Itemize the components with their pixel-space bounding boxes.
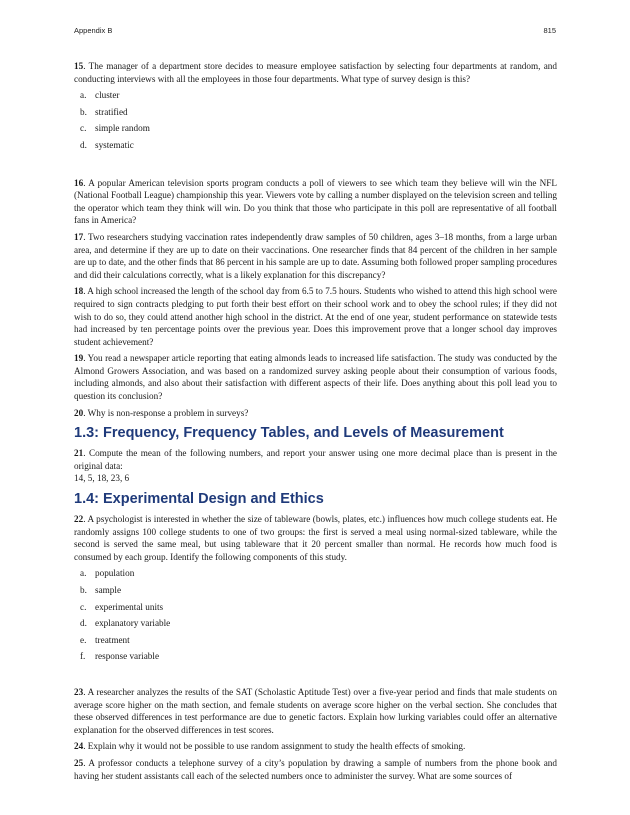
section-heading-1-4: 1.4: Experimental Design and Ethics [74,491,324,508]
question-number: 17 [74,231,84,242]
option-text: treatment [95,634,130,645]
option-letter: f. [80,651,86,662]
option-letter: a. [80,90,87,101]
section-heading-1-3: 1.3: Frequency, Frequency Tables, and Levels of Measurement [74,425,504,442]
question-number: 25 [74,757,84,768]
option-text: stratified [95,106,128,117]
question-text: . The manager of a department store decides to measure employee satisfaction by selecting four departments at random, and conducting interviews with all the employees in those four departments. What type of survey design is this? [74,61,557,84]
question-text: . Why is non-response a problem in surveys? [83,407,249,418]
option-letter: c. [80,601,87,612]
option-letter: d. [80,618,87,629]
question-20 [74,407,557,420]
question-text: . A high school increased the length of the school day from 6.5 to 7.5 hours. Students who wished to attend this high school were required to sign contracts pledging to put forth their best effort on their school work and to obey the school rules; if they did not wish to do so, they could attend another high school in the district. At the end of one year, student performance on statewide tests had increased by ten percentage points over the previous year. Does this improvement prove that a longer school day improves student achievement? [74,286,557,347]
question-19 [74,352,557,402]
question-number: 21 [74,448,84,459]
question-text: . A professor conducts a telephone survey of a city’s population by drawing a sample of numbers from the phone book and having her student assistants call each of the selected numbers once to administer the survey. What are some sources of [74,757,557,781]
question-number: 20 [74,407,84,418]
question-number: 23 [74,686,84,697]
question-text: . You read a newspaper article reporting that eating almonds leads to increased life satisfaction. The study was conducted by the Almond Growers Association, and was based on a randomized survey asking people about their consumption of various foods, including almonds, and also about their satisfaction with different aspects of their life. Does anything about this poll lead you to question its conclusion? [74,353,557,402]
option-letter: e. [80,634,87,645]
option-text: cluster [95,90,120,101]
answer-options-22 [74,568,557,668]
option-letter: b. [80,585,87,595]
question-text: . Explain why it would not be possible to use random assignment to study the health effects of smoking. [83,741,466,752]
option-e [80,635,557,652]
option-letter: b. [80,106,87,117]
page-number: 815 [543,26,556,35]
question-number: 18 [74,286,84,297]
question-number: 22 [74,514,84,525]
question-text: . Compute the mean of the following numbers, and report your answer using one more decimal place than is present in the original data: [74,448,557,471]
question-text: . Two researchers studying vaccination rates independently draw samples of 50 children, ages 3–18 months, from a large urban area, and determine if they are up to date on their vaccinations. One researcher finds that 84 percent of the children in her sample are up to date, and the other finds that 86 percent in his sample are up to date. Assuming both followed proper sampling procedures and did their calculations correctly, what is a likely explanation for this discrepancy? [74,231,557,280]
question-number: 16 [74,177,84,188]
option-text: simple random [95,123,150,134]
page-content [74,60,557,786]
question-number: 24 [74,741,84,752]
option-a [80,90,557,107]
question-15 [74,60,557,85]
option-text: sample [95,585,122,595]
option-letter: c. [80,123,87,134]
question-16 [74,177,557,227]
spacer [74,163,557,177]
question-text: . A researcher analyzes the results of the SAT (Scholastic Aptitude Test) over a five-year period and finds that male students on average score higher on the math section, and female students on average score higher on the verbal section. She concludes that these observed differences in test performance are due to genetic factors. Explain how lurking variables could offer an alternative explanation for the observed differences in test scores. [74,686,557,735]
option-c [80,602,557,619]
question-22 [74,513,557,563]
option-b [80,585,557,602]
question-17 [74,231,557,281]
option-text: experimental units [95,601,164,612]
option-text: systematic [95,139,134,150]
option-letter: d. [80,139,87,150]
option-text: explanatory variable [95,618,171,629]
option-d [80,618,557,635]
question-21 [74,447,557,485]
answer-options-15 [74,90,557,156]
data-values: 14, 5, 18, 23, 6 [74,473,130,484]
question-number: 19 [74,353,84,364]
option-letter: a. [80,568,87,579]
spacer [74,674,557,686]
question-number: 15 [74,61,84,71]
option-f [80,651,557,668]
option-d [80,140,557,157]
running-header-section: Appendix B [74,26,113,35]
option-c [80,123,557,140]
question-text: . A popular American television sports program conducts a poll of viewers to see which team they believe will win the NFL (National Football League) championship this year. Viewers vote by calling a number displayed on the television screen and telling the operator which team they think will win. Do you think that those who participate in this poll are representative of all football fans in America? [74,177,557,226]
option-text: response variable [95,651,160,662]
question-24 [74,740,557,753]
option-a [80,568,557,585]
question-23 [74,686,557,736]
question-18 [74,285,557,348]
option-b [80,107,557,124]
question-text: . A psychologist is interested in whether the size of tableware (bowls, plates, etc.) influences how much college students eat. He randomly assigns 100 college students to one of two groups: the first is served a meal using normal-sized tableware, while the second is served the same meal, but using tableware that it 20 percent smaller than normal. He records how much food is consumed by each group. Identify the following components of this study. [74,514,557,562]
option-text: population [95,568,135,579]
question-25 [74,757,557,782]
